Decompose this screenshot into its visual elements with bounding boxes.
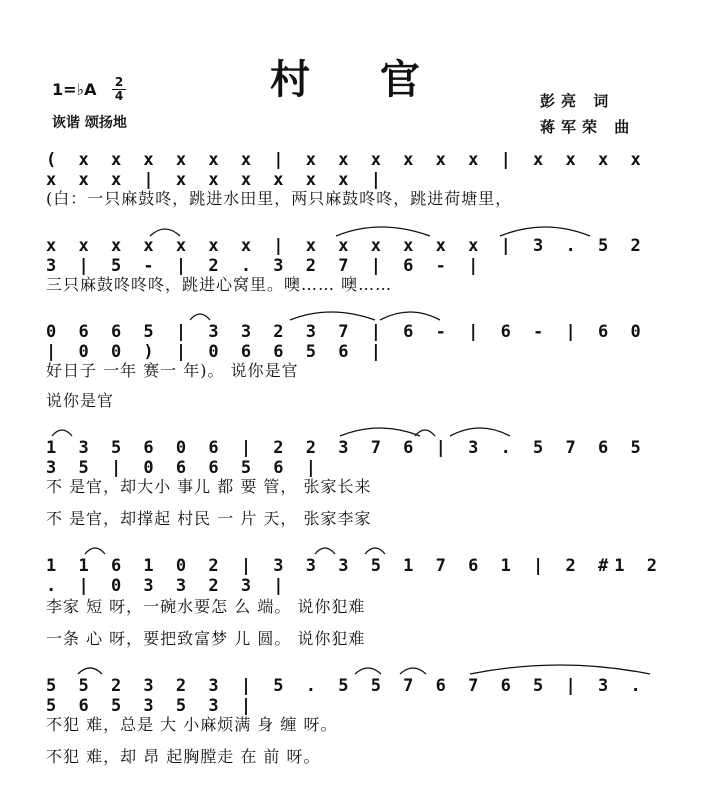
- notation-row-6: [46, 676, 666, 716]
- notes-row-5: 1 1 6 1 0 2 | 3 3 3 5 1 7 6 1 | 2 #1 2 . | 0 3 3 2 3 |: [46, 556, 663, 596]
- lyric-row-3-verse-1: 好日子 一年 赛一 年)。 说你是官: [46, 361, 299, 380]
- lyric-row-1-verse-1: (白：一只麻鼓咚，跳进水田里，两只麻鼓咚咚，跳进荷塘里，: [46, 189, 513, 208]
- slur-icon: [85, 548, 105, 554]
- slur-icon: [52, 430, 72, 436]
- notation-row-5: [46, 556, 666, 596]
- tempo-marking: 诙谐 颂扬地: [52, 115, 127, 131]
- slur-icon: [500, 227, 590, 236]
- notes-row-3: 0 6 6 5 | 3 3 2 3 7 | 6 - | 6 - | 6 0 | 0 0 ) | 0 6 6 5 6 |: [46, 322, 647, 362]
- triplet-slur-icon: [150, 229, 180, 236]
- time-signature: [112, 76, 126, 103]
- notation-row-1: [46, 150, 666, 190]
- lyric-row-5-verse-1: 李家 短 呀，一碗水要怎 么 端。 说你犯难: [46, 597, 366, 616]
- slur-icon: [315, 548, 335, 554]
- notation-row-3: [46, 322, 666, 362]
- notation-row-2: [46, 236, 666, 276]
- notes-row-4: 1 3 5 6 0 6 | 2 2 3 7 6 | 3 . 5 7 6 5 3 5 | 0 6 6 5 6 |: [46, 438, 647, 478]
- key-signature: 1=♭A: [52, 80, 97, 99]
- slur-icon: [78, 668, 102, 674]
- time-signature-top: 2: [114, 75, 124, 89]
- composer-credit: 蒋军荣 曲: [540, 118, 636, 136]
- lyric-row-6-verse-1: 不犯 难，总是 大 小麻烦满 身 缠 呀。: [46, 715, 338, 734]
- notation-row-4: [46, 438, 666, 478]
- slur-icon: [470, 665, 650, 674]
- slur-icon: [450, 428, 510, 436]
- lyric-row-4-verse-2: 不 是官，却撑起 村民 一 片 天， 张家李家: [46, 509, 372, 528]
- slur-icon: [355, 668, 381, 674]
- slur-icon: [290, 312, 375, 320]
- slur-icon: [340, 428, 420, 436]
- song-title: 村 官: [270, 56, 448, 103]
- notes-row-2: x x x x x x x | x x x x x x | 3 . 5 2 3 | 5 - | 2 . 3 2 7 | 6 - |: [46, 236, 647, 276]
- slur-icon: [365, 548, 385, 554]
- lyric-row-4-verse-1: 不 是官，却大小 事儿 都 要 管， 张家长来: [46, 477, 372, 496]
- notes-row-1: ( x x x x x x | x x x x x x | x x x x x x x | x x x x x x |: [46, 150, 647, 190]
- slur-icon: [380, 312, 440, 320]
- lyricist-credit: 彭亮 词: [540, 92, 615, 110]
- slur-icon: [400, 668, 426, 674]
- lyric-row-3-verse-2: 说你是官: [46, 391, 115, 410]
- slur-icon: [190, 314, 210, 320]
- slur-icon: [415, 430, 435, 436]
- notes-row-6: 5 5 2 3 2 3 | 5 . 5 5 7 6 7 6 5 | 3 . 5 6 5 3 5 3 |: [46, 676, 647, 716]
- time-signature-bottom: 4: [112, 89, 126, 103]
- lyric-row-2-verse-1: 三只麻鼓咚咚咚，跳进心窝里。噢…… 噢……: [46, 275, 393, 294]
- lyric-row-5-verse-2: 一条 心 呀，要把致富梦 儿 圆。 说你犯难: [46, 629, 366, 648]
- slur-icon: [336, 227, 430, 236]
- lyric-row-6-verse-2: 不犯 难，却 昂 起胸膛走 在 前 呀。: [46, 747, 321, 766]
